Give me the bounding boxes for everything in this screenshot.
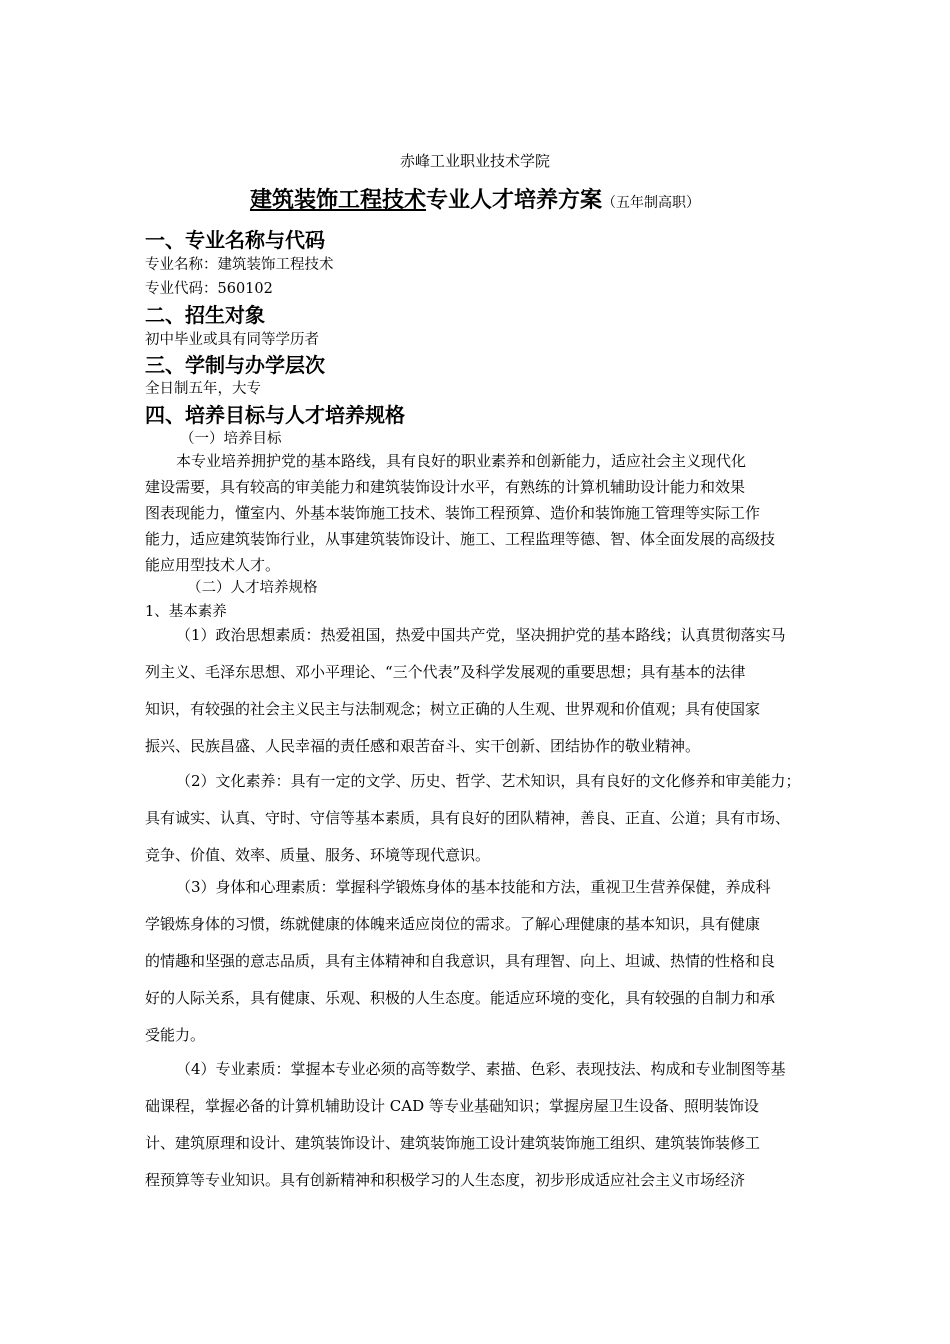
enrollment-target: 初中毕业或具有同等学历者 [145,332,319,348]
physical-mental-quality-paragraph [145,869,815,1054]
paragraph-line: （4）专业素质：掌握本专业必须的高等数学、素描、色彩、表现技法、构成和专业制图等基 [176,1060,786,1078]
paragraph-line: 知识，有较强的社会主义民主与法制观念；树立正确的人生观、世界观和价值观；具有使国家 [145,700,761,718]
paragraph-line: 计、建筑原理和设计、建筑装饰设计、建筑装饰施工设计建筑装饰施工组织、建筑装饰装修工 [145,1134,761,1152]
title-note: （五年制高职） [602,195,701,211]
document-title [0,183,950,214]
paragraph-line: 学锻炼身体的习惯，练就健康的体魄来适应岗位的需求。了解心理健康的基本知识，具有健康 [145,915,761,933]
major-code: 专业代码：560102 [145,281,273,297]
paragraph-line: 的情趣和坚强的意志品质，具有主体精神和自我意识，具有理智、向上、坦诚、热情的性格和良 [145,952,776,970]
paragraph-line: 程预算等专业知识。具有创新精神和积极学习的人生态度，初步形成适应社会主义市场经济 [145,1171,746,1189]
basic-quality-heading: 1、基本素养 [145,604,227,620]
paragraph-line: 建设需要，具有较高的审美能力和建筑装饰设计水平，有熟练的计算机辅助设计能力和效果 [145,478,746,496]
paragraph-line: 本专业培养拥护党的基本路线，具有良好的职业素养和创新能力，适应社会主义现代化 [176,452,747,470]
paragraph-line: 好的人际关系，具有健康、乐观、积极的人生态度。能适应环境的变化，具有较强的自制力和承 [145,989,776,1007]
subsection-goal-heading: （一）培养目标 [180,431,282,447]
paragraph-line: 础课程，掌握必备的计算机辅助设计 CAD 等专业基础知识；掌握房屋卫生设备、照明装饰设 [145,1097,759,1115]
title-rest: 专业人才培养方案 [426,188,603,213]
political-quality-paragraph [145,617,815,765]
paragraph-line: 能力，适应建筑装饰行业，从事建筑装饰设计、施工、工程监理等德、智、体全面发展的高级技 [145,530,776,548]
subsection-spec-heading: （二）人才培养规格 [187,580,318,596]
paragraph-line: 具有诚实、认真、守时、守信等基本素质，具有良好的团队精神，善良、正直、公道；具有市场、 [145,809,791,827]
paragraph-line: 振兴、民族昌盛、人民幸福的责任感和艰苦奋斗、实干创新、团结协作的敬业精神。 [145,737,701,755]
title-major: 建筑装饰工程技术 [249,188,426,213]
paragraph-line: 列主义、毛泽东思想、邓小平理论、“三个代表”及科学发展观的重要思想；具有基本的法律 [145,663,746,681]
paragraph-line: 图表现能力，懂室内、外基本装饰施工技术、装饰工程预算、造价和装饰施工管理等实际工作 [145,504,761,522]
professional-quality-paragraph [145,1051,815,1199]
major-name: 专业名称：建筑装饰工程技术 [145,257,334,273]
paragraph-line: 受能力。 [145,1026,206,1044]
section-4-heading: 四、培养目标与人才培养规格 [145,403,405,427]
section-2-heading: 二、招生对象 [145,303,265,327]
paragraph-line: （2）文化素养：具有一定的文学、历史、哲学、艺术知识，具有良好的文化修养和审美能力； [176,772,801,790]
program-length: 全日制五年，大专 [145,381,261,397]
school-name: 赤峰工业职业技术学院 [399,152,550,170]
paragraph-line: 竞争、价值、效率、质量、服务、环境等现代意识。 [145,846,491,864]
paragraph-line: （3）身体和心理素质：掌握科学锻炼身体的基本技能和方法，重视卫生营养保健，养成科 [176,878,771,896]
training-goal-paragraph [145,448,815,578]
section-1-heading: 一、专业名称与代码 [145,228,325,252]
section-3-heading: 三、学制与办学层次 [145,353,325,377]
paragraph-line: 能应用型技术人才。 [145,556,281,574]
paragraph-line: （1）政治思想素质：热爱祖国，热爱中国共产党，坚决拥护党的基本路线；认真贯彻落实马 [176,626,786,644]
cultural-quality-paragraph [145,763,815,874]
